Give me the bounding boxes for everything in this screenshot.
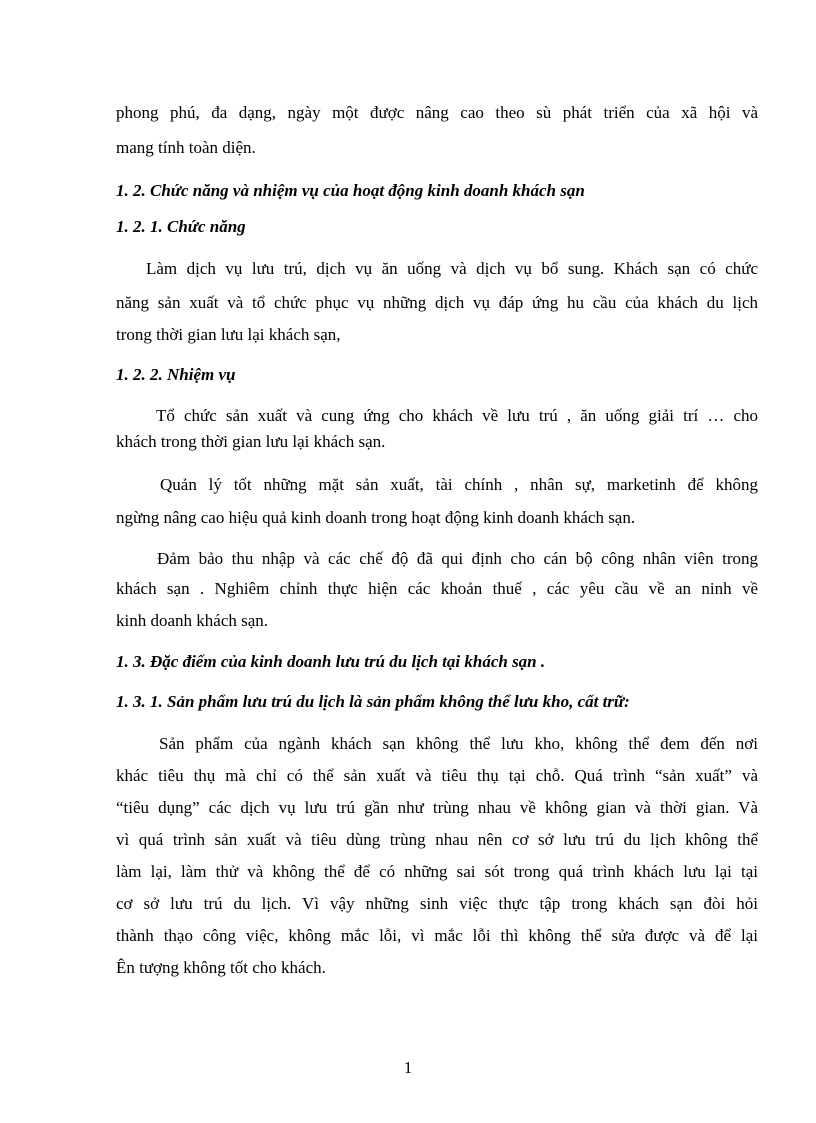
text-line: cơ sở lưu trú du lịch. Vì vậy những sinh việc thực tập trong khách sạn đòi hỏi	[116, 894, 758, 913]
text-line: Ên tượng không tốt cho khách.	[116, 958, 326, 977]
text-line: làm lại, làm thử và không thể để có những sai sót trong quá trình khách lưu lại tại	[116, 862, 758, 881]
text-line: khách sạn . Nghiêm chỉnh thực hiện các khoản thuế , các yêu cầu về an ninh về	[116, 579, 758, 598]
text-line: thành thạo công việc, không mắc lỗi, vì mắc lỗi thì không thể sửa được và để lại	[116, 926, 758, 945]
text-line: phong phú, đa dạng, ngày một được nâng cao theo sù phát triển của xã hội và	[116, 103, 758, 122]
text-line: trong thời gian lưu lại khách sạn,	[116, 325, 341, 344]
text-line: năng sản xuất và tổ chức phục vụ những dịch vụ đáp ứng hu cầu của khách du lịch	[116, 293, 758, 312]
text-line: “tiêu dụng” các dịch vụ lưu trú gần như trùng nhau về không gian và thời gian. Và	[116, 798, 758, 817]
subsection-heading: 1. 2. 2. Nhiệm vụ	[116, 365, 236, 384]
text-line: mang tính toàn diện.	[116, 138, 256, 157]
text-line: vì quá trình sản xuất và tiêu dùng trùng nhau nên cơ sở lưu trú du lịch không thể	[116, 830, 758, 849]
page-number: 1	[403, 1058, 413, 1077]
text-line: Đảm bảo thu nhập và các chế độ đã qui định cho cán bộ công nhân viên trong	[157, 549, 758, 568]
text-line: Sản phẩm của ngành khách sạn không thể lưu kho, không thể đem đến nơi	[159, 734, 758, 753]
text-line: Tổ chức sản xuất và cung ứng cho khách về lưu trú , ăn uống giải trí … cho	[156, 406, 758, 425]
section-heading: 1. 3. Đặc điểm của kinh doanh lưu trú du lịch tại khách sạn .	[116, 652, 546, 671]
text-line: khác tiêu thụ mà chỉ có thể sản xuất và tiêu thụ tại chỗ. Quá trình “sản xuất” và	[116, 766, 758, 785]
subsection-heading: 1. 3. 1. Sản phẩm lưu trú du lịch là sản phẩm không thể lưu kho, cất trữ:	[116, 692, 630, 711]
subsection-heading: 1. 2. 1. Chức năng	[116, 217, 246, 236]
text-line: khách trong thời gian lưu lại khách sạn.	[116, 432, 386, 451]
text-line: kinh doanh khách sạn.	[116, 611, 269, 630]
section-heading: 1. 2. Chức năng và nhiệm vụ của hoạt động kinh doanh khách sạn	[116, 181, 585, 200]
text-line: Quản lý tốt những mặt sản xuất, tài chính , nhân sự, marketinh để không	[160, 475, 758, 494]
text-line: ngừng nâng cao hiệu quả kinh doanh trong hoạt động kinh doanh khách sạn.	[116, 508, 636, 527]
text-line: Làm dịch vụ lưu trú, dịch vụ ăn uống và dịch vụ bổ sung. Khách sạn có chức	[146, 259, 758, 278]
